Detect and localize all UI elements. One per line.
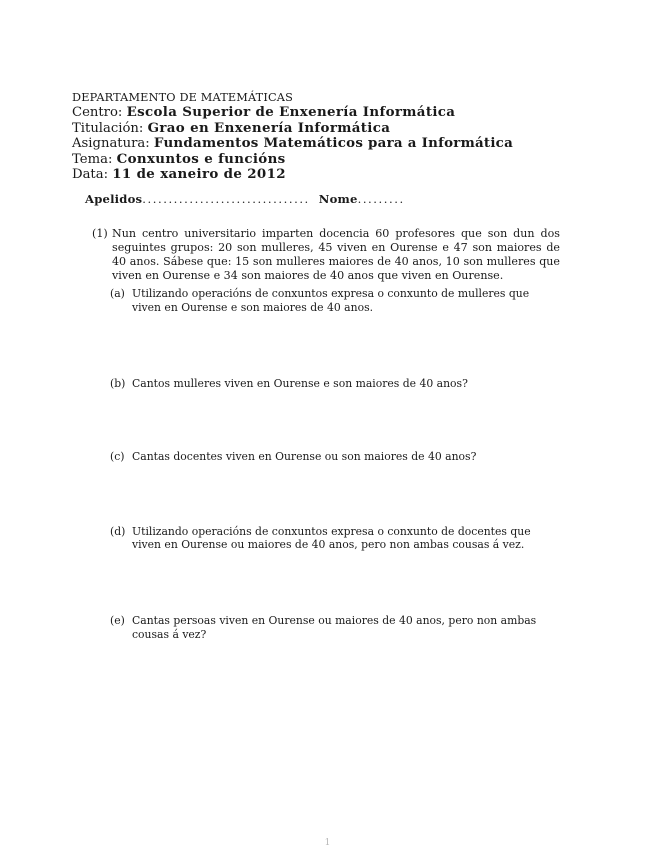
field-tema [72,152,572,168]
subitem-a-text: Utilizando operacións de conxuntos expresa o conxunto de mulleres que viven en Ourense e son maiores de 40 anos. [132,287,530,314]
field-asignatura-label: Asignatura: [72,136,150,152]
question-1-text: Nun centro universitario imparten docencia 60 profesores que son dun dos seguintes grupos: 20 son mulleres, 45 viven en Ourense e 47 son maiores de 40 anos. Sábese que: 15 son mulleres maiores de 40 anos, 10 son mulleres que viven en Ourense e 34 son maiores de 40 anos que viven en Ourense. [112,227,560,283]
field-tema-value: Conxuntos e funcións [116,150,286,167]
student-identity-line [85,192,405,206]
question-1 [92,227,560,283]
surname-fill-dots[interactable]: ................................ [142,192,310,206]
question-1-subitem-b [110,377,557,391]
document-header [72,90,572,183]
field-data-label: Data: [72,167,109,183]
subitem-e-text: Cantas persoas viven en Ourense ou maiores de 40 anos, pero non ambas cousas á vez? [132,613,537,641]
questions-block [0,227,655,641]
subitem-a-marker: (a) [110,287,125,301]
field-centro [72,105,572,121]
subitem-c-text: Cantas docentes viven en Ourense ou son maiores de 40 anos? [132,450,477,464]
field-data-value: 11 de xaneiro de 2012 [112,166,286,183]
question-1-marker: (1) [92,227,108,240]
field-centro-label: Centro: [72,105,123,120]
subitem-d-text: Utilizando operacións de conxuntos expresa o conxunto de docentes que viven en Ourense ou maiores de 40 anos, pero non ambas cousas á vez. [132,524,531,552]
field-titulacion [72,121,572,137]
subitem-b-marker: (b) [110,376,126,390]
field-titulacion-label: Titulación: [72,120,144,136]
subitem-d-marker: (d) [110,524,126,538]
question-1-subitem-c [110,450,557,464]
subitem-e-marker: (e) [110,613,125,627]
question-1-subitem-e [110,614,557,641]
name-label: Nome [318,192,358,206]
question-1-subitem-d [110,525,557,552]
field-tema-label: Tema: [72,151,113,167]
question-1-subitem-a [110,287,557,314]
subitem-c-marker: (c) [110,450,125,464]
field-asignatura-value: Fundamentos Matemáticos para a Informática [153,135,514,152]
page-number: 1 [324,838,331,848]
field-titulacion-value: Grao en Enxenería Informática [147,119,391,136]
name-fill-dots[interactable]: ......... [357,192,405,206]
field-centro-value: Escola Superior de Enxenería Informática [126,104,456,120]
field-asignatura [72,136,572,152]
field-data [72,167,572,183]
surname-label: Apelidos [85,192,143,206]
department-title: DEPARTAMENTO DE MATEMÁTICAS [72,91,293,104]
subitem-b-text: Cantos mulleres viven en Ourense e son maiores de 40 anos? [132,376,468,390]
